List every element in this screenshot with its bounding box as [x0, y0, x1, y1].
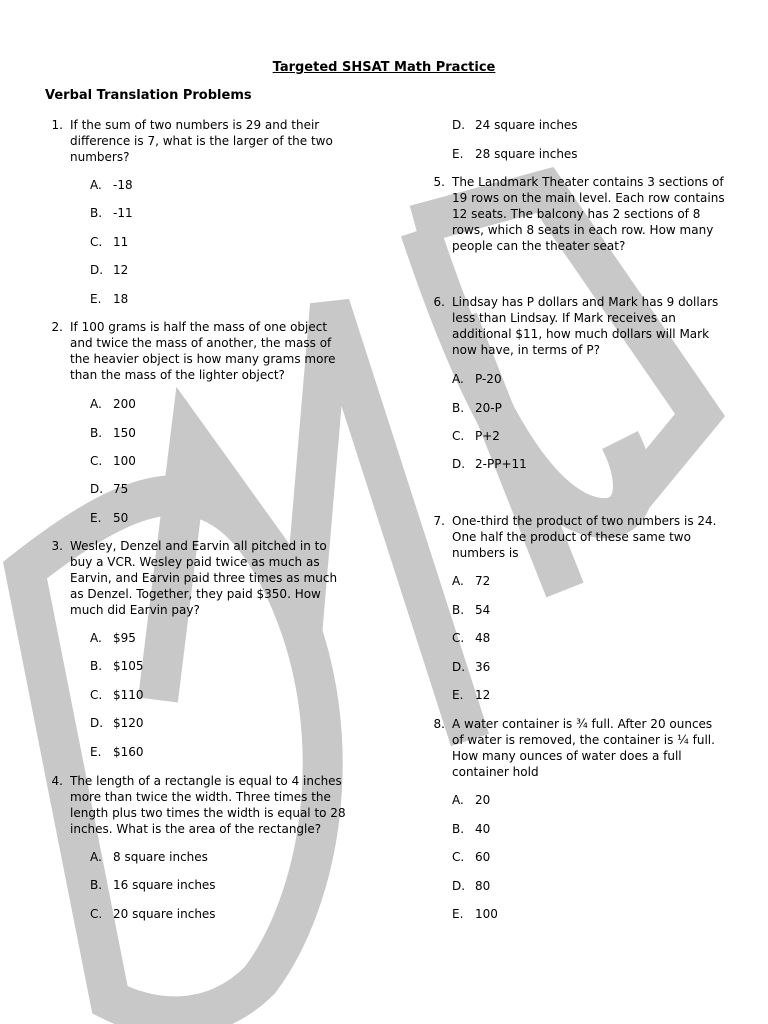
option-letter: D.: [90, 263, 104, 277]
option-text: $105: [113, 659, 144, 673]
question-stem: A water container is ¾ full. After 20 ounces of water is removed, the container is ¼ full. How many ounces of water does a full container hold: [452, 717, 715, 779]
option-letter: A.: [452, 574, 464, 588]
question-number: 3.: [51, 539, 63, 553]
question-number: 8.: [433, 717, 445, 731]
question-stem: Lindsay has P dollars and Mark has 9 dollars less than Lindsay. If Mark receives an additional $11, how much dollars will Mark now have, in terms of P?: [452, 295, 719, 357]
option-text: 11: [113, 235, 129, 249]
option-text: 12: [475, 688, 491, 702]
option-letter: A.: [452, 372, 464, 386]
question-stem: The Landmark Theater contains 3 sections of 19 rows on the main level. Each row contains 12 seats. The balcony has 2 sections of 8 rows, which 8 seats in each row. How many people can the theater seat?: [452, 175, 725, 253]
option-text: $120: [113, 716, 144, 730]
option-text: 75: [113, 482, 129, 496]
question-number: 7.: [433, 514, 445, 528]
option-text: 54: [475, 603, 491, 617]
option-text: $160: [113, 745, 144, 759]
option-letter: E.: [452, 688, 464, 702]
option-letter: A.: [90, 631, 102, 645]
question-stem: If the sum of two numbers is 29 and their difference is 7, what is the larger of the two numbers?: [70, 118, 333, 164]
option-text: 48: [475, 631, 491, 645]
option-letter: D.: [90, 482, 104, 496]
option-letter: E.: [452, 907, 464, 921]
option-text: P-20: [475, 372, 502, 386]
option-text: 12: [113, 263, 129, 277]
option-text: 80: [475, 879, 491, 893]
option-text: 8 square inches: [113, 850, 208, 864]
option-letter: E.: [90, 745, 102, 759]
option-text: 28 square inches: [475, 147, 578, 161]
option-letter: D.: [452, 660, 466, 674]
option-text: -11: [113, 206, 133, 220]
option-letter: D.: [452, 118, 466, 132]
option-text: P+2: [475, 429, 500, 443]
option-text: 2-PP+11: [475, 457, 527, 471]
option-letter: D.: [452, 457, 466, 471]
option-letter: C.: [452, 850, 465, 864]
question-stem: Wesley, Denzel and Earvin all pitched in to buy a VCR. Wesley paid twice as much as Earvin, and Earvin paid three times as much as Denzel. Together, they paid $350. How much did Earvin pay?: [70, 539, 338, 617]
option-text: 16 square inches: [113, 878, 216, 892]
option-text: 50: [113, 511, 129, 525]
option-letter: E.: [90, 292, 102, 306]
question-stem: The length of a rectangle is equal to 4 inches more than twice the width. Three times the length plus two times the width is equal to 28 inches. What is the area of the rectangle?: [70, 774, 346, 836]
option-letter: A.: [90, 397, 102, 411]
option-letter: B.: [90, 426, 103, 440]
question-number: 5.: [433, 175, 445, 189]
option-letter: C.: [452, 429, 465, 443]
option-letter: A.: [90, 178, 102, 192]
question-number: 6.: [433, 295, 445, 309]
option-letter: D.: [90, 716, 104, 730]
question-stem: One-third the product of two numbers is 24. One half the product of these same two numbers is: [452, 514, 717, 560]
option-letter: C.: [90, 688, 103, 702]
option-text: 24 square inches: [475, 118, 578, 132]
option-letter: B.: [90, 659, 103, 673]
option-text: 60: [475, 850, 491, 864]
question-number: 1.: [51, 118, 63, 132]
option-letter: D.: [452, 879, 466, 893]
option-letter: B.: [452, 822, 465, 836]
option-letter: E.: [452, 147, 464, 161]
page-title: Targeted SHSAT Math Practice: [272, 60, 496, 75]
option-letter: E.: [90, 511, 102, 525]
option-text: 100: [113, 454, 136, 468]
option-letter: C.: [452, 631, 465, 645]
option-letter: B.: [90, 878, 103, 892]
option-text: 18: [113, 292, 129, 306]
option-letter: C.: [90, 454, 103, 468]
option-text: 72: [475, 574, 491, 588]
option-text: 36: [475, 660, 491, 674]
section-heading: Verbal Translation Problems: [45, 88, 252, 103]
option-letter: B.: [90, 206, 103, 220]
option-letter: A.: [452, 793, 464, 807]
option-text: 150: [113, 426, 136, 440]
option-text: 20-P: [475, 401, 502, 415]
option-text: $110: [113, 688, 144, 702]
question-stem: If 100 grams is half the mass of one object and twice the mass of another, the mass of the heavier object is how many grams more than the mass of the lighter object?: [70, 320, 336, 382]
option-letter: A.: [90, 850, 102, 864]
option-text: 200: [113, 397, 136, 411]
option-letter: B.: [452, 401, 465, 415]
option-text: 20: [475, 793, 491, 807]
option-letter: C.: [90, 235, 103, 249]
question-number: 2.: [51, 320, 63, 334]
option-letter: B.: [452, 603, 465, 617]
option-text: 20 square inches: [113, 907, 216, 921]
option-text: 40: [475, 822, 491, 836]
question-number: 4.: [51, 774, 63, 788]
option-text: -18: [113, 178, 133, 192]
option-text: 100: [475, 907, 498, 921]
option-letter: C.: [90, 907, 103, 921]
option-text: $95: [113, 631, 136, 645]
